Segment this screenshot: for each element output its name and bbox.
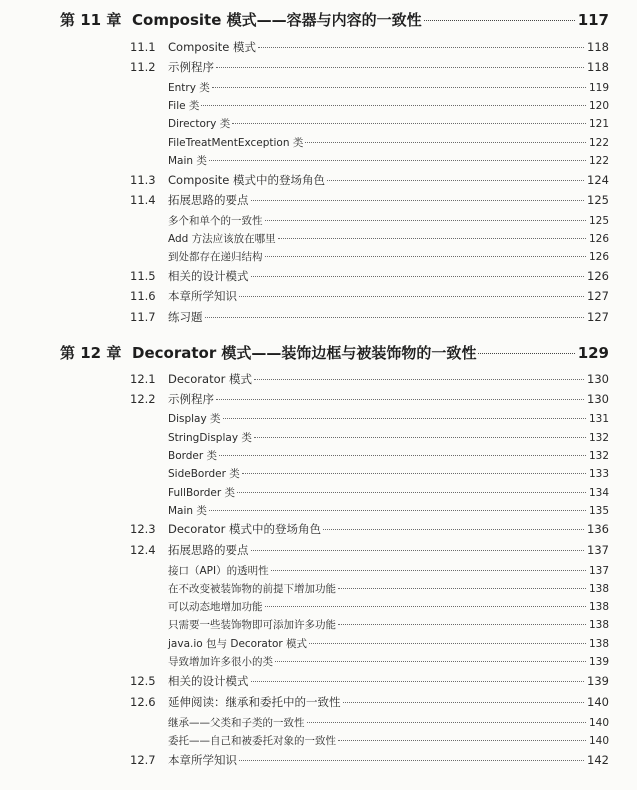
leader-dots (265, 256, 586, 257)
section-number: 12.7 (130, 753, 156, 767)
toc-entry (168, 581, 609, 596)
toc-entry (168, 636, 609, 651)
toc-entry (130, 192, 609, 208)
page-number: 134 (588, 487, 609, 499)
leader-dots (309, 643, 586, 644)
leader-dots (216, 67, 584, 68)
section-number: 11.5 (130, 269, 156, 283)
entry-title: SideBorder 类 (168, 468, 240, 480)
entry-title: Directory 类 (168, 118, 231, 130)
page-number: 127 (587, 310, 609, 324)
toc-entry (168, 231, 609, 246)
page-number: 138 (588, 601, 609, 613)
section-number: 11.7 (130, 310, 156, 324)
leader-dots (216, 399, 584, 400)
toc-entry (168, 411, 609, 426)
leader-dots (201, 105, 586, 106)
chapter-title: Decorator 模式——装饰边框与被装饰物的一致性 (132, 344, 477, 362)
section-number: 11.6 (130, 289, 156, 303)
section-number: 12.4 (130, 543, 156, 557)
page-number: 130 (587, 372, 609, 386)
page-number: 119 (588, 82, 609, 94)
section-number: 11.2 (130, 60, 156, 74)
toc-entry (168, 654, 609, 669)
chapter-label: 第 12 章 (60, 344, 122, 362)
toc-entry (130, 39, 609, 55)
page-number: 129 (577, 344, 609, 362)
leader-dots (219, 455, 586, 456)
leader-dots (251, 550, 585, 551)
toc-entry (130, 288, 609, 304)
leader-dots (338, 588, 586, 589)
leader-dots (232, 123, 586, 124)
entry-title: 练习题 (168, 310, 203, 324)
leader-dots (338, 624, 586, 625)
entry-title: Decorator 模式 (168, 372, 252, 386)
leader-dots (239, 760, 584, 761)
toc-entry (168, 153, 609, 168)
section-number: 12.5 (130, 674, 156, 688)
toc-entry (168, 466, 609, 481)
page-number: 127 (587, 289, 609, 303)
toc-entry (130, 521, 609, 537)
entry-title: Main 类 (168, 505, 207, 517)
toc-entry (168, 80, 609, 95)
section-number: 12.3 (130, 522, 156, 536)
leader-dots (251, 681, 585, 682)
chapter-heading (0, 9, 609, 30)
chapter-label: 第 11 章 (60, 11, 122, 29)
entry-title: 可以动态地增加功能 (168, 601, 263, 613)
section-number: 12.1 (130, 372, 156, 386)
section-number: 12.2 (130, 392, 156, 406)
page-number: 137 (587, 543, 609, 557)
leader-dots (209, 160, 586, 161)
entry-title: Composite 模式中的登场角色 (168, 173, 326, 187)
toc-entry (168, 563, 609, 578)
page-number: 136 (587, 522, 609, 536)
page-number: 137 (588, 565, 609, 577)
leader-dots (209, 510, 586, 511)
leader-dots (323, 529, 584, 530)
page-number: 121 (588, 118, 609, 130)
entry-title: 多个和单个的一致性 (168, 215, 263, 227)
page-number: 131 (588, 413, 609, 425)
leader-dots (307, 722, 586, 723)
toc-entry (130, 59, 609, 75)
page-number: 126 (588, 251, 609, 263)
toc-entry (168, 213, 609, 228)
chapter-title: Composite 模式——容器与内容的一致性 (132, 11, 422, 29)
page-number: 138 (588, 619, 609, 631)
entry-title: 拓展思路的要点 (168, 193, 249, 207)
entry-title: Main 类 (168, 155, 207, 167)
toc-entry (130, 391, 609, 407)
leader-dots (327, 180, 584, 181)
entry-title: 在不改变被装饰物的前提下增加功能 (168, 583, 336, 595)
entry-title: Composite 模式 (168, 40, 257, 54)
entry-title: StringDisplay 类 (168, 432, 252, 444)
entry-title: 接口（API）的透明性 (168, 565, 269, 577)
page-number: 124 (587, 173, 609, 187)
leader-dots (265, 220, 586, 221)
page-number: 132 (588, 450, 609, 462)
entry-title: 相关的设计模式 (168, 269, 249, 283)
leader-dots (242, 473, 586, 474)
page-number: 132 (588, 432, 609, 444)
entry-title: 示例程序 (168, 60, 214, 74)
entry-title: 本章所学知识 (168, 753, 237, 767)
page-number: 120 (588, 100, 609, 112)
toc-entry (168, 249, 609, 264)
toc-entry (130, 673, 609, 689)
leader-dots (265, 606, 586, 607)
entry-title: 拓展思路的要点 (168, 543, 249, 557)
leader-dots (212, 87, 586, 88)
toc-entry (168, 503, 609, 518)
leader-dots (251, 200, 585, 201)
leader-dots (278, 238, 586, 239)
leader-dots (275, 661, 586, 662)
entry-title: 到处都存在递归结构 (168, 251, 263, 263)
toc-entry (130, 309, 609, 325)
page-number: 117 (577, 11, 609, 29)
entry-title: 委托——自己和被委托对象的一致性 (168, 735, 336, 747)
entry-title: java.io 包与 Decorator 模式 (168, 638, 308, 650)
section-number: 11.1 (130, 40, 156, 54)
toc-entry (130, 172, 609, 188)
leader-dots (237, 492, 586, 493)
page-number: 130 (587, 392, 609, 406)
leader-dots (305, 142, 586, 143)
toc-entry (168, 715, 609, 730)
section-number: 11.4 (130, 193, 156, 207)
page-number: 118 (587, 40, 609, 54)
page-number: 139 (587, 674, 609, 688)
toc-entry (168, 98, 609, 113)
toc-entry (168, 617, 609, 632)
chapter-heading (0, 342, 609, 363)
page-number: 139 (588, 656, 609, 668)
entry-title: FullBorder 类 (168, 487, 235, 499)
entry-title: 延伸阅读：继承和委托中的一致性 (168, 695, 341, 709)
entry-title: Border 类 (168, 450, 218, 462)
page-number: 122 (588, 137, 609, 149)
entry-title: 导致增加许多很小的类 (168, 656, 273, 668)
leader-dots (223, 418, 586, 419)
leader-dots (424, 20, 575, 21)
entry-title: Add 方法应该放在哪里 (168, 233, 276, 245)
toc-entry (130, 752, 609, 768)
page-number: 140 (587, 695, 609, 709)
leader-dots (338, 740, 586, 741)
entry-title: 本章所学知识 (168, 289, 237, 303)
leader-dots (343, 702, 585, 703)
page-number: 118 (587, 60, 609, 74)
entry-title: 示例程序 (168, 392, 214, 406)
entry-title: 相关的设计模式 (168, 674, 249, 688)
page-number: 125 (588, 215, 609, 227)
page-number: 126 (588, 233, 609, 245)
entry-title: FileTreatMentException 类 (168, 137, 304, 149)
toc-entry (168, 116, 609, 131)
leader-dots (251, 276, 585, 277)
toc-entry (130, 371, 609, 387)
leader-dots (254, 437, 586, 438)
toc-entry (130, 694, 609, 710)
toc-entry (168, 135, 609, 150)
page-number: 133 (588, 468, 609, 480)
leader-dots (254, 379, 584, 380)
toc-entry (168, 599, 609, 614)
section-number: 11.3 (130, 173, 156, 187)
entry-title: File 类 (168, 100, 200, 112)
toc-entry (168, 448, 609, 463)
page-number: 140 (588, 717, 609, 729)
entry-title: Entry 类 (168, 82, 210, 94)
toc-entry (168, 733, 609, 748)
leader-dots (478, 353, 574, 354)
toc-entry (168, 485, 609, 500)
entry-title: 只需要一些装饰物即可添加许多功能 (168, 619, 336, 631)
entry-title: Decorator 模式中的登场角色 (168, 522, 321, 536)
entry-title: Display 类 (168, 413, 221, 425)
page-number: 140 (588, 735, 609, 747)
toc-entry (130, 268, 609, 284)
page-number: 138 (588, 583, 609, 595)
leader-dots (205, 317, 585, 318)
toc-entry (168, 430, 609, 445)
leader-dots (271, 570, 586, 571)
leader-dots (239, 296, 584, 297)
page-number: 135 (588, 505, 609, 517)
section-number: 12.6 (130, 695, 156, 709)
page-number: 142 (587, 753, 609, 767)
leader-dots (258, 47, 584, 48)
page-number: 122 (588, 155, 609, 167)
page-number: 126 (587, 269, 609, 283)
page-number: 125 (587, 193, 609, 207)
page-number: 138 (588, 638, 609, 650)
toc-entry (130, 542, 609, 558)
entry-title: 继承——父类和子类的一致性 (168, 717, 305, 729)
